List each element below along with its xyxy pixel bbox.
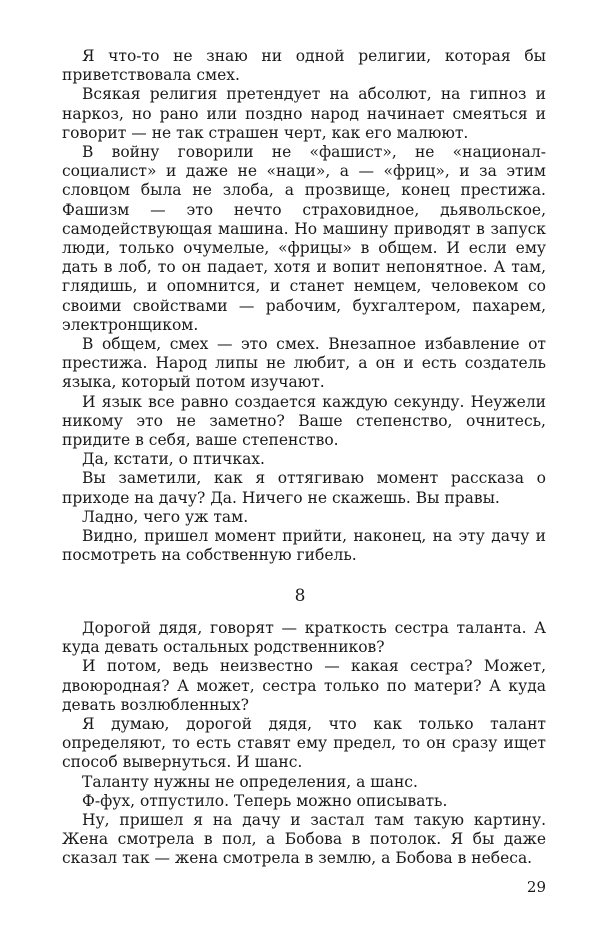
paragraph: Таланту нужны не определения, а шанс. [82, 772, 418, 791]
text-block-top [62, 47, 546, 565]
paragraph: Видно, пришел момент прийти, наконец, на эту дачу и посмотреть на собственную гибель. [62, 527, 546, 565]
paragraph: Ф-фух, отпустило. Теперь можно описывать. [82, 791, 448, 810]
paragraph: Ну, пришел я на дачу и застал там такую картину. Жена смотрела в пол, а Бобова в потолок. Я бы даже сказал так — жена смотрела в землю, а Бобова в небеса. [62, 811, 546, 868]
page-number: 29 [526, 878, 546, 896]
paragraph: В общем, смех — это смех. Внезапное избавление от престижа. Народ липы не любит, а он и есть создатель языка, который потом изучают. [62, 335, 546, 392]
paragraph: Вы заметили, как я оттягиваю момент рассказа о приходе на дачу? Да. Ничего не скажешь. Вы правы. [62, 469, 546, 507]
paragraph: Я думаю, дорогой дядя, что как только талант определяют, то есть ставят ему предел, то он сразу ищет способ вывернуться. И шанс. [62, 715, 546, 772]
paragraph: Я что-то не знаю ни одной религии, которая бы приветствовала смех. [62, 47, 546, 85]
paragraph: Ладно, чего уж там. [82, 507, 249, 526]
paragraph: И потом, ведь неизвестно — какая сестра? Может, двоюродная? А может, сестра только по матери? А куда девать возлюбленных? [62, 657, 546, 714]
chapter-number: 8 [294, 586, 306, 606]
paragraph: И язык все равно создается каждую секунду. Неужели никому это не заметно? Ваше степенство, очнитесь, придите в себя, ваше степенство. [62, 392, 546, 450]
text-block-bottom [62, 619, 546, 869]
paragraph: В войну говорили не «фашист», не «национал-социалист» и даже не «наци», а — «фриц», и за этим словцом была не злоба, а прозвище, конец престижа. Фашизм — это нечто страховидное, дьявольское, самодействующая машина. Но машину приводят в запуск люди, только очумелые, «фрицы» в общем. И если ему дать в лоб, то он падает, хотя и вопит непонятное. А там, глядишь, и опомнится, и станет немцем, человеком со своими свойствами — рабочим, бухгалтером, пахарем, электронщиком. [62, 143, 546, 334]
paragraph: Да, кстати, о птичках. [82, 450, 265, 469]
paragraph: Всякая религия претендует на абсолют, на гипноз и наркоз, но рано или поздно народ начинает смеяться и говорит — не так страшен черт, как его малюют. [62, 85, 546, 142]
paragraph: Дорогой дядя, говорят — краткость сестра таланта. А куда девать остальных родственников? [62, 619, 546, 657]
